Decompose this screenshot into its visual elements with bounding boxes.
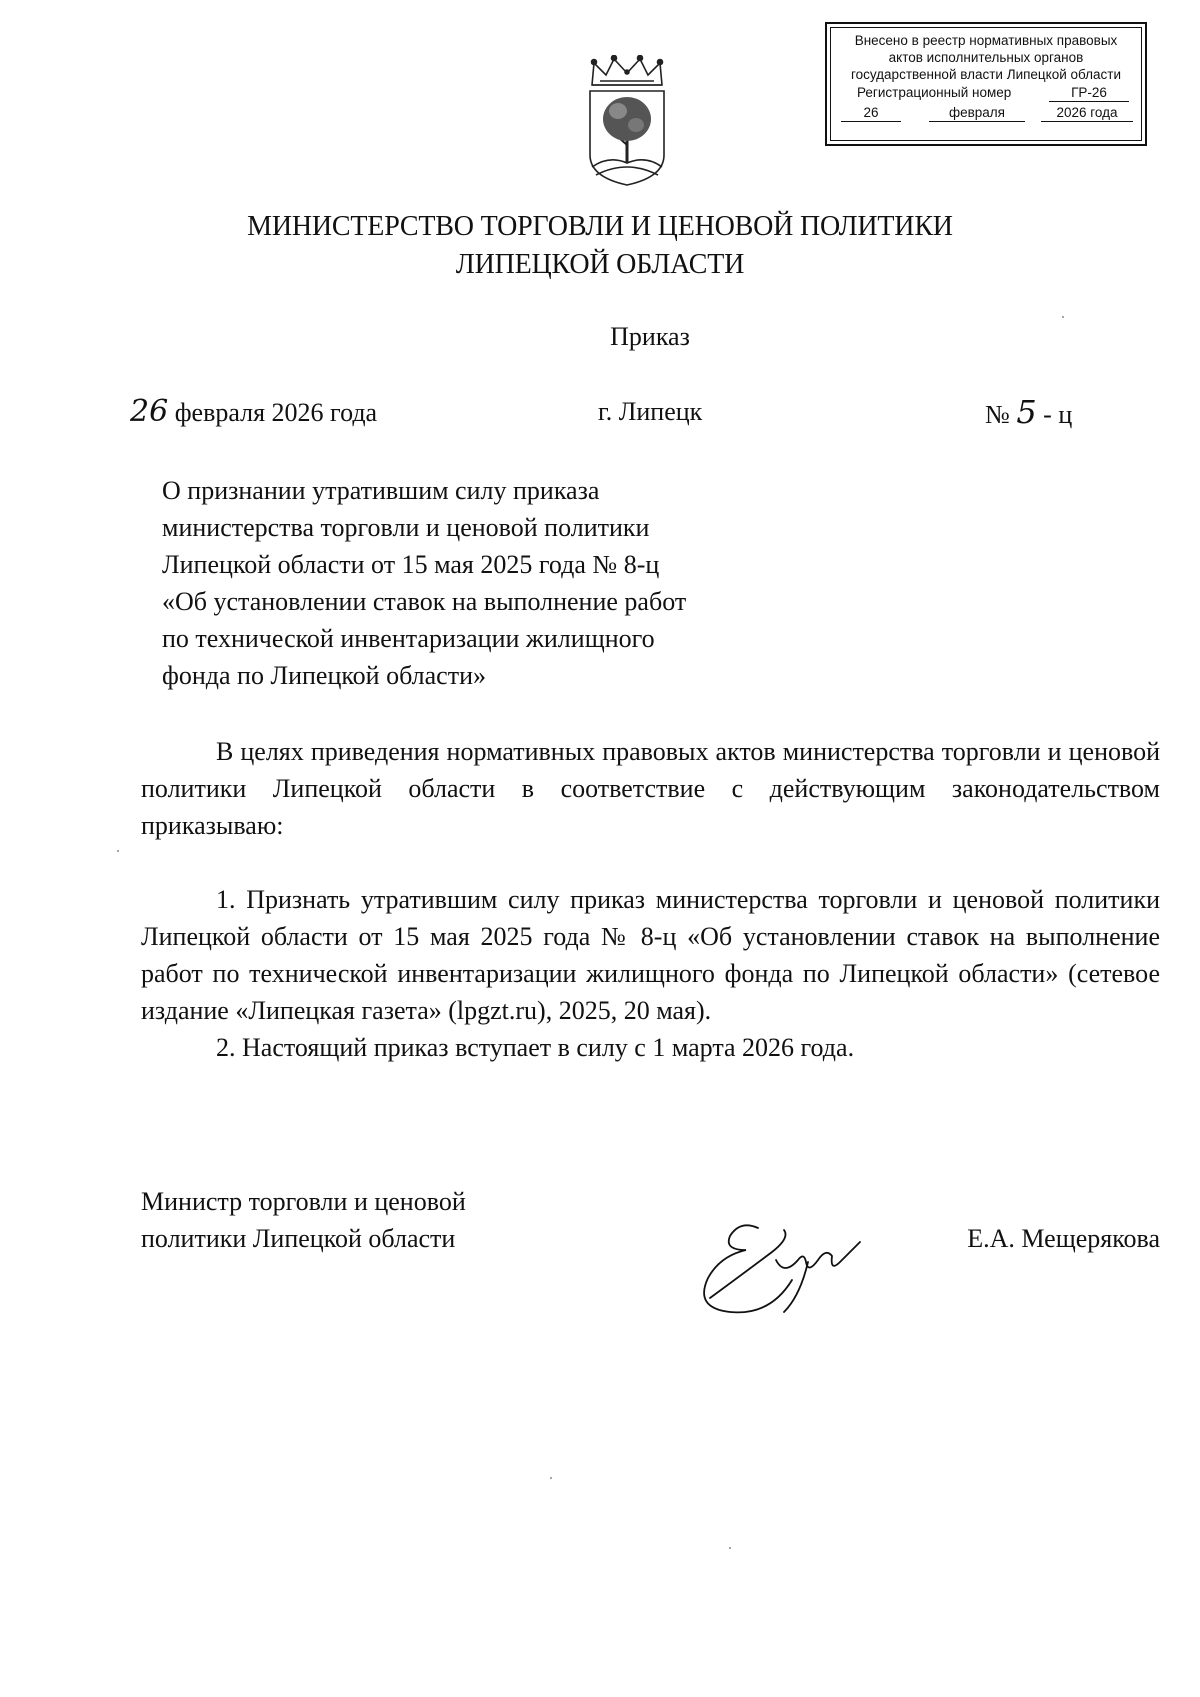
ministry-heading <box>180 208 1020 284</box>
ministry-name-line-2: ЛИПЕЦКОЙ ОБЛАСТИ <box>455 249 745 280</box>
subject-line: по технической инвентаризации жилищного <box>162 624 655 653</box>
order-number-prefix: № <box>985 400 1010 429</box>
scan-speck <box>550 1477 552 1479</box>
order-number-suffix: - ц <box>1043 400 1073 429</box>
stamp-reg-number: ГР-26 <box>1049 85 1129 102</box>
signer-position-line-2: политики Липецкой области <box>141 1224 456 1253</box>
registry-stamp <box>825 22 1147 146</box>
handwritten-signature-icon <box>680 1216 890 1326</box>
scan-speck <box>729 1547 731 1549</box>
signer-name: Е.А. Мещерякова <box>967 1224 1160 1253</box>
order-date-text: февраля 2026 года <box>174 398 378 427</box>
stamp-reg-row <box>827 83 1145 103</box>
subject-line: фонда по Липецкой области» <box>162 661 486 690</box>
order-item-2: 2. Настоящий приказ вступает в силу с 1 марта 2026 года. <box>216 1033 855 1062</box>
signer-position <box>141 1183 466 1257</box>
subject-line: Липецкой области от 15 мая 2025 года № 8-ц <box>162 550 660 579</box>
stamp-day: 26 <box>841 105 901 122</box>
subject-line: «Об установлении ставок на выполнение работ <box>162 587 687 616</box>
order-item-1: 1. Признать утратившим силу приказ министерства торговли и ценовой политики Липецкой области от 15 мая 2025 года № 8-ц «Об установлении ставок на выполнение работ по технической инвентаризации жилищного фонда по Липецкой области» (сетевое издание «Липецкая газета» (lpgzt.ru), 2025, 20 мая). <box>141 885 1160 1025</box>
order-date-handwritten-day: 26 <box>130 394 169 429</box>
ministry-name-line-1: МИНИСТЕРСТВО ТОРГОВЛИ И ЦЕНОВОЙ ПОЛИТИКИ <box>247 211 953 242</box>
stamp-line-3: государственной власти Липецкой области <box>850 67 1122 82</box>
stamp-month: февраля <box>929 105 1025 122</box>
order-city: г. Липецк <box>598 397 703 426</box>
scan-speck <box>117 850 119 852</box>
stamp-date-row <box>827 103 1145 123</box>
document-type: Приказ <box>610 322 690 351</box>
order-number <box>985 393 1073 431</box>
preamble-paragraph <box>141 733 1160 844</box>
stamp-year: 2026 года <box>1041 105 1133 122</box>
subject-line: О признании утратившим силу приказа <box>162 476 600 505</box>
stamp-line-2: актов исполнительных органов <box>888 50 1084 65</box>
order-date <box>130 396 377 429</box>
scan-speck <box>1062 316 1064 318</box>
stamp-reg-label: Регистрационный номер <box>857 85 1012 100</box>
signer-position-line-1: Министр торговли и ценовой <box>141 1187 466 1216</box>
stamp-line-1: Внесено в реестр нормативных правовых <box>854 33 1118 48</box>
order-number-handwritten: 5 <box>1016 393 1037 431</box>
order-items <box>141 881 1160 1066</box>
preamble-text: В целях приведения нормативных правовых актов министерства торговли и ценовой политики Липецкой области в соответствие с действующим законодательством приказываю: <box>141 737 1160 840</box>
order-subject <box>162 472 802 694</box>
subject-line: министерства торговли и ценовой политики <box>162 513 650 542</box>
coat-of-arms-icon <box>584 55 670 187</box>
